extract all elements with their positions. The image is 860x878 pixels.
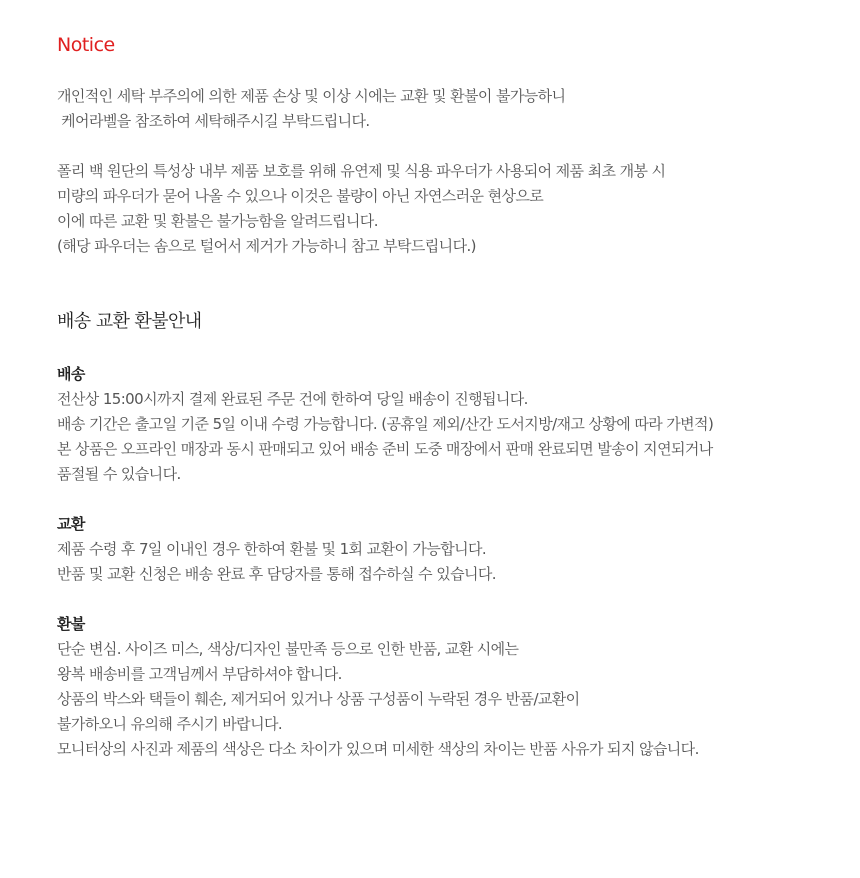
- notice-line: 개인적인 세탁 부주의에 의한 제품 손상 및 이상 시에는 교환 및 환불이 불가능하니: [57, 87, 566, 105]
- refund-line: 상품의 박스와 택들이 훼손, 제거되어 있거나 상품 구성품이 누락된 경우 반품/교환이: [57, 690, 580, 708]
- notice-line: (해당 파우더는 솜으로 털어서 제거가 가능하니 참고 부탁드립니다.): [57, 237, 476, 255]
- notice-line: 이에 따른 교환 및 환불은 불가능함을 알려드립니다.: [57, 212, 378, 230]
- shipping-line: 품절될 수 있습니다.: [57, 465, 181, 483]
- exchange-section: [57, 512, 847, 587]
- notice-line: 케어라벨을 참조하여 세탁해주시길 부탁드립니다.: [57, 112, 370, 130]
- notice-paragraph-powder: [57, 159, 847, 259]
- refund-section: [57, 612, 847, 762]
- exchange-line: 제품 수령 후 7일 이내인 경우 한하여 환불 및 1회 교환이 가능합니다.: [57, 540, 487, 558]
- refund-line: 불가하오니 유의해 주시기 바랍니다.: [57, 715, 283, 733]
- shipping-section: [57, 362, 847, 487]
- product-notice-page: [57, 30, 847, 762]
- notice-line: 폴리 백 원단의 특성상 내부 제품 보호를 위해 유연제 및 식용 파우더가 사용되어 제품 최초 개봉 시: [57, 162, 666, 180]
- exchange-line: 반품 및 교환 신청은 배송 완료 후 담당자를 통해 접수하실 수 있습니다.: [57, 565, 496, 583]
- notice-line: 미량의 파우더가 묻어 나올 수 있으나 이것은 불량이 아닌 자연스러운 현상으로: [57, 187, 544, 205]
- shipping-line: 배송 기간은 출고일 기준 5일 이내 수령 가능합니다. (공휴일 제외/산간 도서지방/재고 상황에 따라 가변적): [57, 415, 714, 433]
- exchange-heading: 교환: [57, 515, 85, 533]
- notice-title: Notice: [57, 34, 115, 56]
- refund-heading: 환불: [57, 615, 85, 633]
- refund-line: 왕복 배송비를 고객님께서 부담하셔야 합니다.: [57, 665, 342, 683]
- shipping-heading: 배송: [57, 365, 85, 383]
- guide-title: 배송 교환 환불안내: [57, 311, 202, 332]
- shipping-line: 전산상 15:00시까지 결제 완료된 주문 건에 한하여 당일 배송이 진행됩니다.: [57, 390, 528, 408]
- refund-line: 모니터상의 사진과 제품의 색상은 다소 차이가 있으며 미세한 색상의 차이는 반품 사유가 되지 않습니다.: [57, 740, 699, 758]
- refund-line: 단순 변심. 사이즈 미스, 색상/디자인 불만족 등으로 인한 반품, 교환 시에는: [57, 640, 519, 658]
- notice-paragraph-care: [57, 84, 847, 134]
- shipping-line: 본 상품은 오프라인 매장과 동시 판매되고 있어 배송 준비 도중 매장에서 판매 완료되면 발송이 지연되거나: [57, 440, 713, 458]
